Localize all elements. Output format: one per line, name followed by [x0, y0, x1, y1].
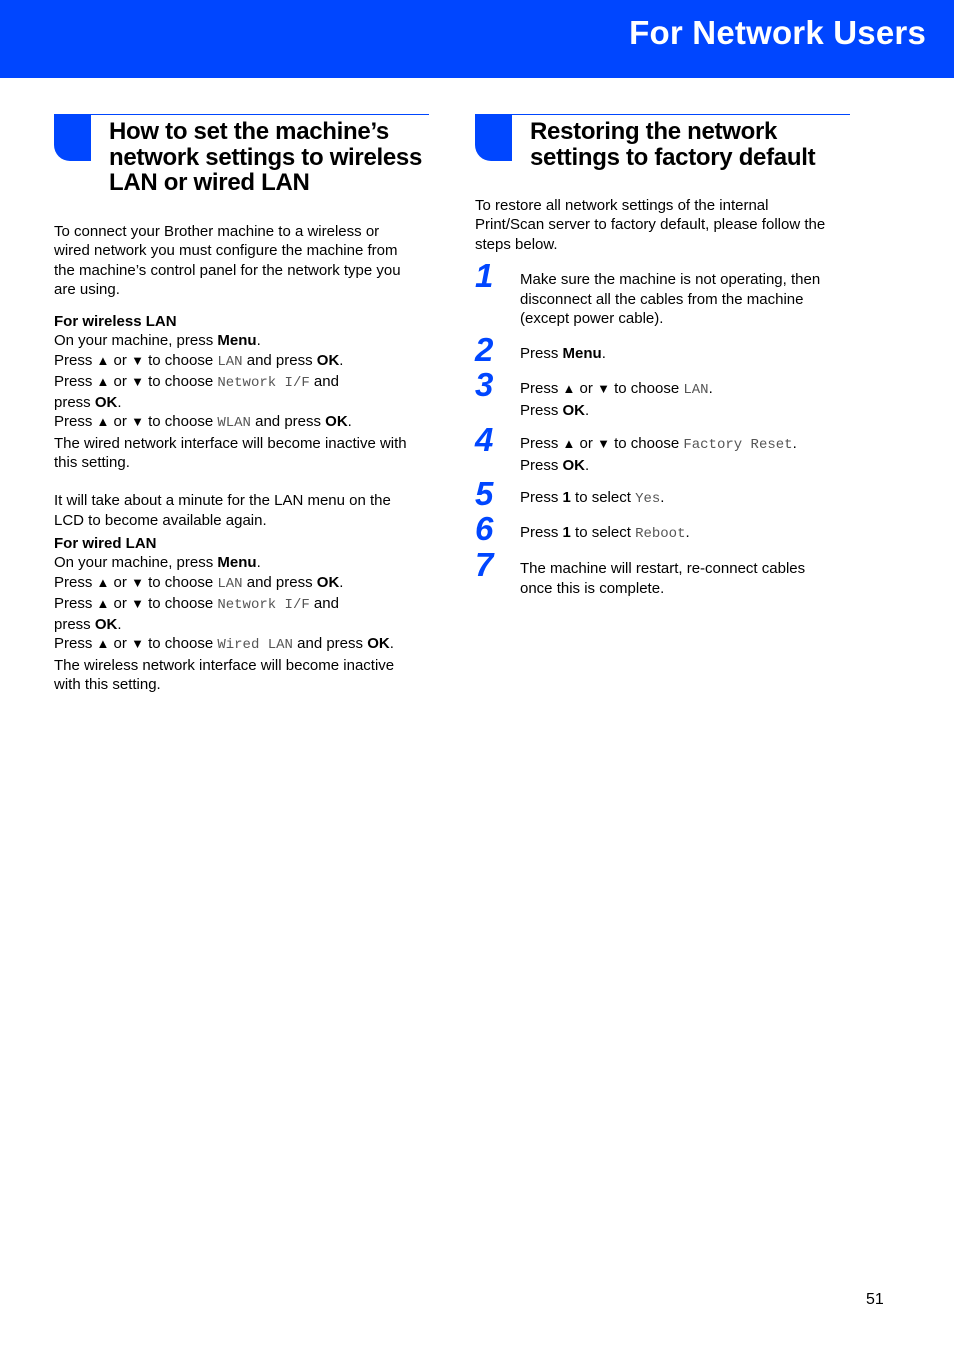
up-arrow-icon: ▲	[96, 636, 110, 652]
wireless-heading: For wireless LAN	[54, 313, 177, 330]
down-arrow-icon: ▼	[131, 414, 144, 430]
down-arrow-icon: ▼	[131, 636, 144, 652]
up-arrow-icon: ▲	[96, 414, 110, 430]
heading-rule	[54, 114, 429, 115]
step-4-text: Press ▲ or ▼ to choose Factory Reset. Press OK.	[520, 435, 797, 474]
up-arrow-icon: ▲	[96, 373, 110, 389]
page-number: 51	[866, 1291, 884, 1308]
page-header-title: For Network Users	[629, 14, 926, 51]
section-marker-icon	[54, 114, 91, 161]
wired-instructions: For wired LAN On your machine, press Menu. Press ▲ or ▼ to choose LAN and press OK. Press ▲ or ▼ to choose Network I/F and press OK. Press ▲ or ▼ to choose Wired LAN and press OK. The wireless network interface will become inactive with this setting.	[54, 535, 395, 694]
wireless-instructions: For wireless LAN On your machine, press Menu. Press ▲ or ▼ to choose LAN and press OK. Press ▲ or ▼ to choose Network I/F and press OK. Press ▲ or ▼ to choose WLAN and press OK. The wired network interface will become inactive with this setting. It will take about a minute for the LAN menu on the LCD to become available again.	[54, 313, 407, 529]
step-5-text: Press 1 to select Yes.	[520, 489, 665, 507]
left-section-heading	[54, 114, 429, 204]
section-title: Restoring the network settings to factory default	[530, 118, 816, 171]
up-arrow-icon: ▲	[562, 436, 576, 451]
down-arrow-icon: ▼	[131, 352, 144, 368]
wired-heading: For wired LAN	[54, 535, 157, 552]
down-arrow-icon: ▼	[131, 373, 144, 389]
step-6-text: Press 1 to select Reboot.	[520, 524, 690, 542]
header-banner	[0, 0, 954, 78]
section-title: How to set the machine’s network settings to wireless LAN or wired LAN	[109, 118, 423, 196]
heading-rule	[475, 114, 850, 115]
step-number: 3	[475, 366, 494, 403]
intro-paragraph: To connect your Brother machine to a wireless or wired network you must configure the machine from the machine’s control panel for the network type you are using.	[54, 223, 401, 298]
step-number: 4	[475, 421, 494, 458]
up-arrow-icon: ▲	[96, 574, 110, 590]
step-number: 2	[475, 331, 494, 368]
step-number: 7	[475, 546, 494, 583]
down-arrow-icon: ▼	[131, 574, 144, 590]
step-3-text: Press ▲ or ▼ to choose LAN. Press OK.	[520, 380, 713, 419]
down-arrow-icon: ▼	[597, 436, 610, 451]
up-arrow-icon: ▲	[96, 352, 110, 368]
right-intro-paragraph: To restore all network settings of the internal Print/Scan server to factory default, please follow the steps below.	[475, 197, 826, 253]
up-arrow-icon: ▲	[96, 595, 110, 611]
step-number: 5	[475, 475, 494, 512]
right-section-heading	[475, 114, 850, 179]
down-arrow-icon: ▼	[131, 595, 144, 611]
step-1-text: Make sure the machine is not operating, then disconnect all the cables from the machine (except power cable).	[520, 271, 821, 327]
section-marker-icon	[475, 114, 512, 161]
step-2-text: Press Menu.	[520, 345, 606, 362]
up-arrow-icon: ▲	[562, 381, 576, 396]
down-arrow-icon: ▼	[597, 381, 610, 396]
step-number: 1	[475, 257, 494, 294]
step-7-text: The machine will restart, re-connect cables once this is complete.	[520, 560, 806, 597]
step-number: 6	[475, 510, 494, 547]
